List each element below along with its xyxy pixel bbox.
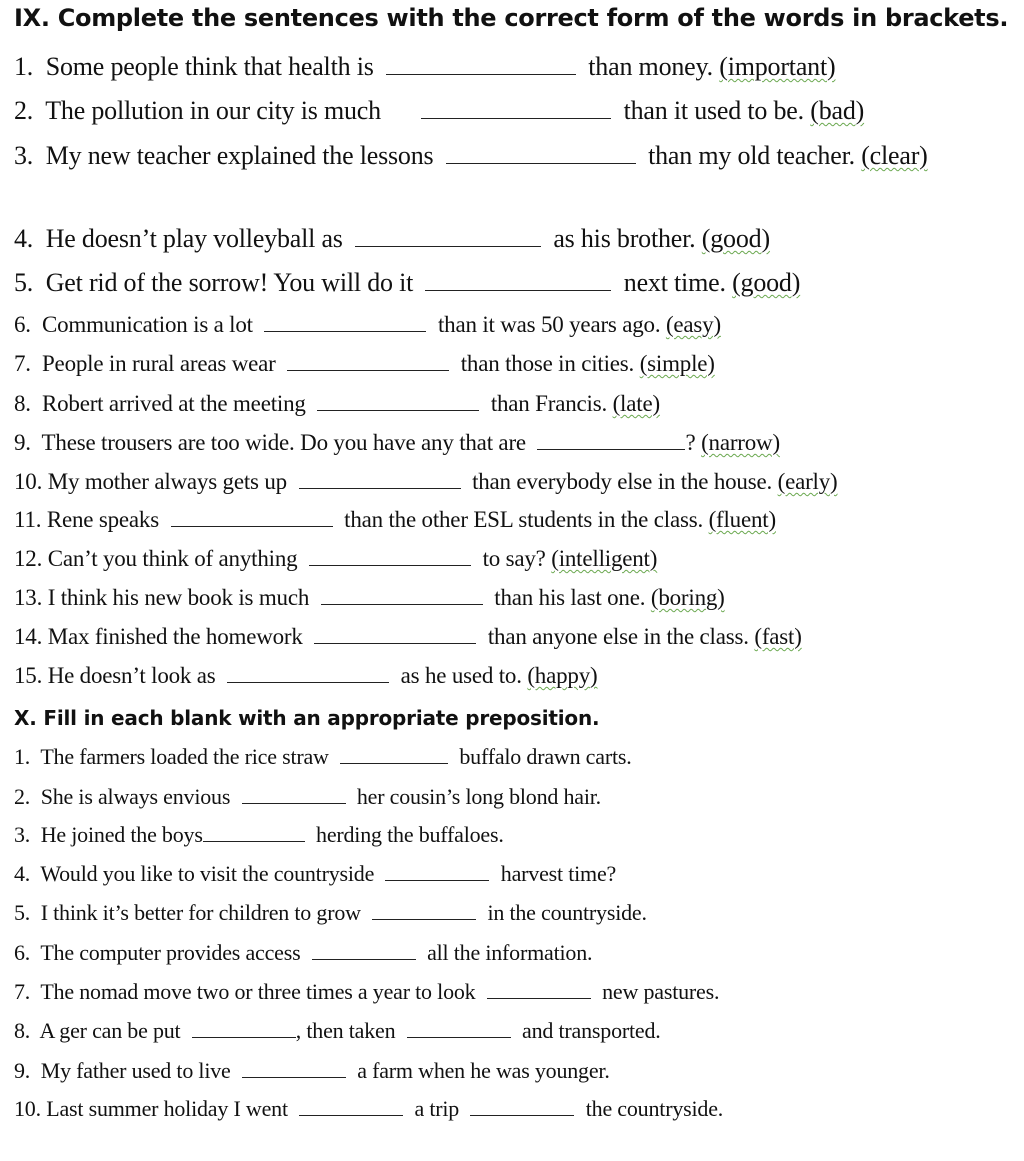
ix-item-6	[14, 312, 994, 338]
answer-blank[interactable]	[314, 642, 476, 644]
answer-blank[interactable]	[171, 525, 333, 527]
item-text: The farmers loaded the rice straw	[40, 744, 329, 769]
item-number: 4.	[14, 224, 34, 253]
item-text-after: than those in cities.	[460, 351, 635, 376]
item-number: 5.	[14, 900, 31, 925]
ix-item-7	[14, 351, 994, 377]
item-text: The computer provides access	[40, 940, 301, 965]
x-item-10	[14, 1096, 994, 1122]
item-text-after: and transported.	[522, 1018, 661, 1043]
item-text-after: as his brother.	[553, 224, 696, 253]
item-number: 10.	[14, 469, 43, 494]
ix-item-8	[14, 391, 994, 417]
item-number: 7.	[14, 351, 31, 376]
answer-blank[interactable]	[446, 162, 636, 164]
item-number: 8.	[14, 391, 31, 416]
answer-blank[interactable]	[386, 73, 576, 75]
item-text: Last summer holiday I went	[46, 1096, 288, 1121]
answer-blank[interactable]	[321, 603, 483, 605]
x-item-3	[14, 822, 994, 848]
ix-item-13	[14, 585, 994, 611]
x-item-6	[14, 940, 994, 966]
answer-blank[interactable]	[299, 487, 461, 489]
item-text-after: herding the buffaloes.	[316, 822, 504, 847]
item-text: Would you like to visit the countryside	[40, 861, 375, 886]
word-hint: (good)	[732, 268, 801, 297]
item-number: 9.	[14, 430, 31, 455]
item-text: Can’t you think of anything	[47, 546, 298, 571]
ix-item-14	[14, 624, 994, 650]
item-number: 6.	[14, 312, 31, 337]
item-number: 7.	[14, 979, 31, 1004]
x-item-2	[14, 784, 994, 810]
ix-item-4	[14, 224, 994, 254]
answer-blank[interactable]	[537, 448, 685, 450]
item-text: Communication is a lot	[41, 312, 253, 337]
item-text: Robert arrived at the meeting	[41, 391, 306, 416]
word-hint: (late)	[612, 391, 660, 416]
item-text: The pollution in our city is much	[45, 96, 381, 125]
item-text-after: a farm when he was younger.	[357, 1058, 610, 1083]
ix-item-2	[14, 96, 994, 126]
item-number: 14.	[14, 624, 43, 649]
word-hint: (intelligent)	[551, 546, 658, 571]
answer-blank[interactable]	[312, 958, 416, 960]
word-hint: (boring)	[650, 585, 725, 610]
item-text-after: buffalo drawn carts.	[459, 744, 632, 769]
answer-blank[interactable]	[287, 369, 449, 371]
item-number: 3.	[14, 141, 34, 170]
x-item-1	[14, 744, 994, 770]
ix-item-3	[14, 136, 984, 176]
word-hint: (clear)	[861, 141, 928, 170]
item-number: 1.	[14, 52, 34, 81]
answer-blank[interactable]	[309, 564, 471, 566]
word-hint: (narrow)	[701, 430, 780, 455]
item-text: He joined the boys	[40, 822, 203, 847]
item-number: 9.	[14, 1058, 31, 1083]
ix-item-11	[14, 507, 994, 533]
word-hint: (fast)	[754, 624, 802, 649]
item-text-after: than money.	[588, 52, 713, 81]
item-text-after: than his last one.	[494, 585, 646, 610]
item-text-after: ?	[685, 430, 696, 455]
item-number: 2.	[14, 96, 34, 125]
word-hint: (easy)	[665, 312, 721, 337]
item-text-after: than anyone else in the class.	[487, 624, 749, 649]
item-text: He doesn’t look as	[47, 663, 216, 688]
item-text-after: all the information.	[427, 940, 593, 965]
item-number: 1.	[14, 744, 31, 769]
item-text-after: new pastures.	[602, 979, 720, 1004]
ix-item-9	[14, 430, 994, 456]
answer-blank[interactable]	[421, 117, 611, 119]
item-number: 13.	[14, 585, 43, 610]
answer-blank[interactable]	[242, 802, 346, 804]
item-number: 6.	[14, 940, 31, 965]
answer-blank[interactable]	[317, 409, 479, 411]
answer-blank[interactable]	[227, 681, 389, 683]
answer-blank[interactable]	[192, 1036, 296, 1038]
answer-blank[interactable]	[299, 1114, 403, 1116]
answer-blank[interactable]	[264, 330, 426, 332]
answer-blank[interactable]	[372, 918, 476, 920]
item-text-after: than it was 50 years ago.	[437, 312, 661, 337]
answer-blank[interactable]	[203, 840, 305, 842]
item-text: My father used to live	[40, 1058, 231, 1083]
item-number: 11.	[14, 507, 42, 532]
x-item-9	[14, 1058, 994, 1084]
word-hint: (important)	[719, 52, 836, 81]
item-text-after: as he used to.	[400, 663, 522, 688]
item-text-after: her cousin’s long blond hair.	[356, 784, 601, 809]
item-text-after: than Francis.	[490, 391, 608, 416]
item-text: I think his new book is much	[47, 585, 310, 610]
word-hint: (simple)	[639, 351, 715, 376]
item-text: A ger can be put	[39, 1018, 181, 1043]
answer-blank[interactable]	[425, 289, 611, 291]
item-text-after: than everybody else in the house.	[472, 469, 773, 494]
item-number: 10.	[14, 1096, 41, 1121]
ix-item-12	[14, 546, 994, 572]
section-ix-title: IX. Complete the sentences with the correct form of the words in brackets.	[14, 4, 1009, 32]
item-text: She is always envious	[40, 784, 231, 809]
item-number: 3.	[14, 822, 31, 847]
item-number: 8.	[14, 1018, 31, 1043]
item-text: My mother always gets up	[47, 469, 287, 494]
ix-item-10	[14, 469, 994, 495]
answer-blank[interactable]	[355, 245, 541, 247]
item-number: 5.	[14, 268, 34, 297]
word-hint: (early)	[777, 469, 838, 494]
item-text: Get rid of the sorrow! You will do it	[45, 268, 414, 297]
word-hint: (happy)	[527, 663, 598, 688]
x-item-8	[14, 1018, 994, 1044]
item-text-after: than the other ESL students in the class.	[344, 507, 704, 532]
ix-item-5	[14, 268, 994, 298]
item-text: Max finished the homework	[47, 624, 303, 649]
item-text-mid: , then taken	[295, 1018, 396, 1043]
item-text: These trousers are too wide. Do you have any that are	[41, 430, 526, 455]
item-text: I think it’s better for children to grow	[40, 900, 361, 925]
x-item-5	[14, 900, 994, 926]
answer-blank[interactable]	[385, 879, 489, 881]
item-text-mid: a trip	[414, 1096, 460, 1121]
answer-blank[interactable]	[407, 1036, 511, 1038]
answer-blank[interactable]	[470, 1114, 574, 1116]
answer-blank[interactable]	[487, 997, 591, 999]
item-text: He doesn’t play volleyball as	[45, 224, 343, 253]
item-text-after: harvest time?	[500, 861, 617, 886]
item-text-after: the countryside.	[585, 1096, 724, 1121]
item-text: Rene speaks	[46, 507, 159, 532]
word-hint: (bad)	[810, 96, 865, 125]
word-hint: (good)	[701, 224, 770, 253]
item-text: People in rural areas wear	[41, 351, 276, 376]
item-text-after: to say?	[482, 546, 546, 571]
item-text: My new teacher explained the lessons	[45, 141, 434, 170]
x-item-4	[14, 861, 994, 887]
ix-item-1	[14, 52, 994, 82]
item-number: 2.	[14, 784, 31, 809]
answer-blank[interactable]	[242, 1076, 346, 1078]
section-x-title: X. Fill in each blank with an appropriate preposition.	[14, 706, 600, 730]
x-item-7	[14, 979, 994, 1005]
item-text-after: than it used to be.	[623, 96, 804, 125]
ix-item-15	[14, 663, 994, 689]
word-hint: (fluent)	[708, 507, 776, 532]
item-text-after: next time.	[623, 268, 726, 297]
item-text: The nomad move two or three times a year to look	[40, 979, 476, 1004]
item-text-after: in the countryside.	[487, 900, 647, 925]
item-number: 15.	[14, 663, 43, 688]
answer-blank[interactable]	[340, 762, 448, 764]
item-text: Some people think that health is	[45, 52, 374, 81]
item-number: 4.	[14, 861, 31, 886]
item-number: 12.	[14, 546, 43, 571]
item-text-after: than my old teacher.	[648, 141, 855, 170]
